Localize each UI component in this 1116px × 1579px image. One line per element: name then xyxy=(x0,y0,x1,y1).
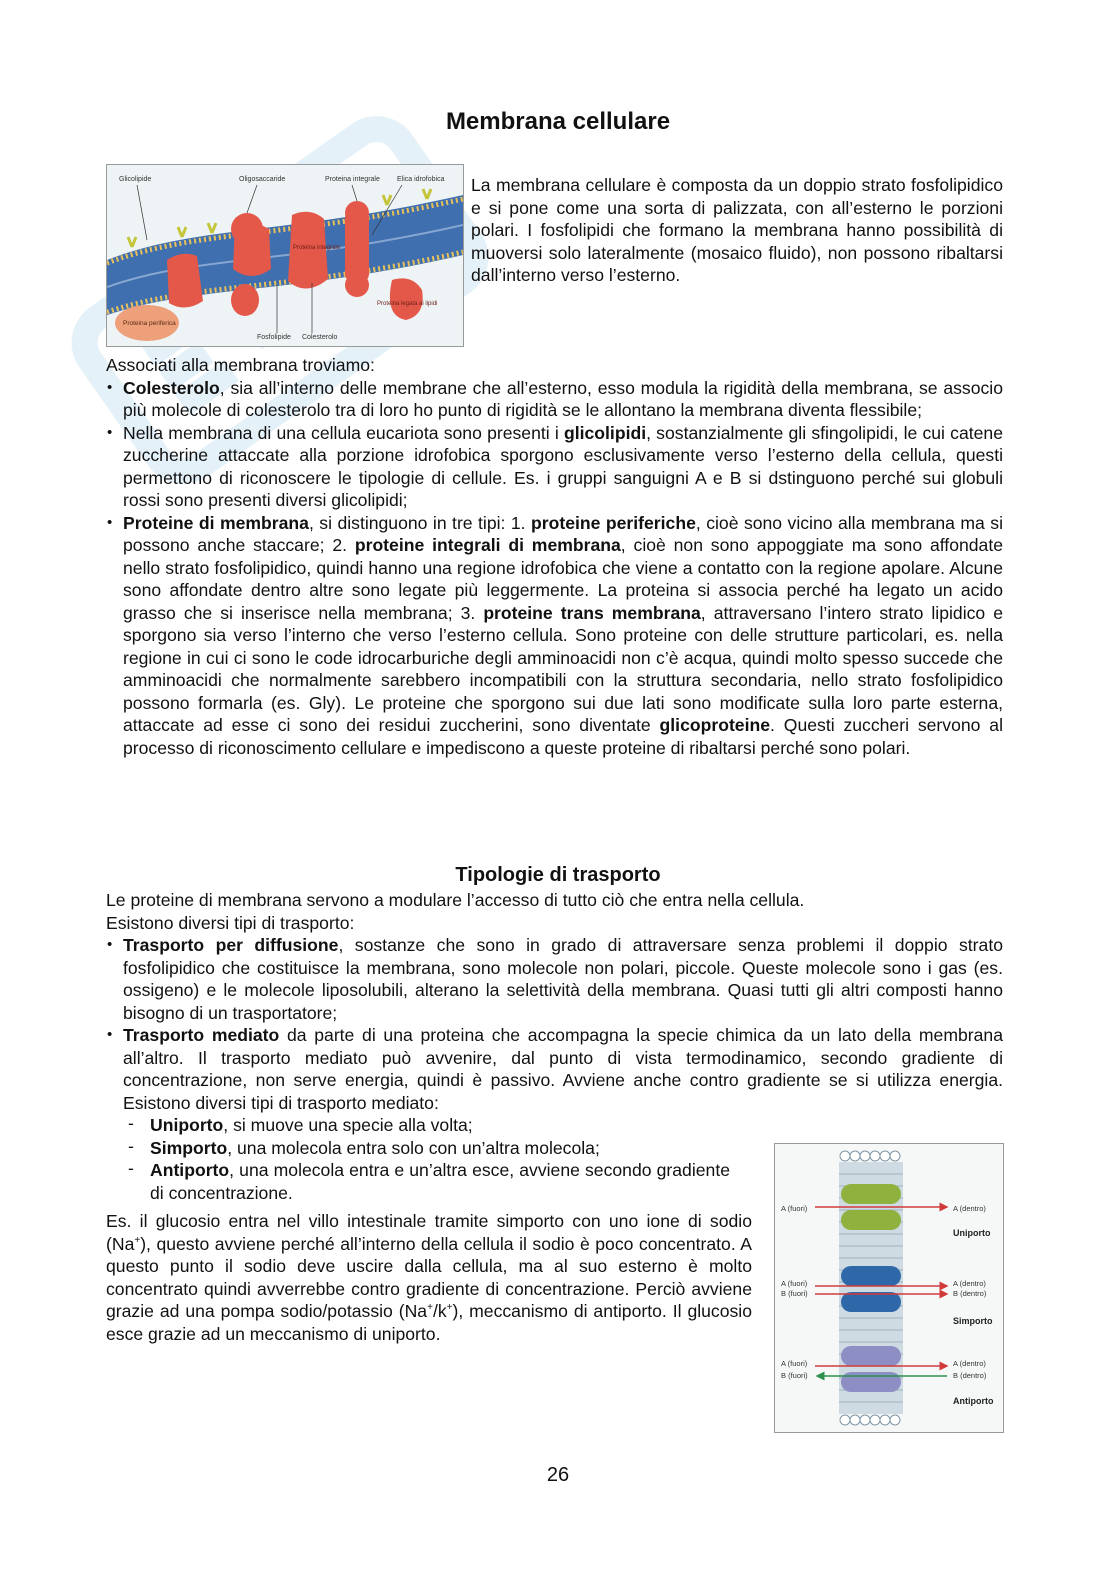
label-a-dentro-uni: A (dentro) xyxy=(953,1204,986,1213)
section-lead: Associati alla membrana troviamo: xyxy=(106,355,375,375)
label-oligosaccaride: Oligosaccaride xyxy=(239,176,286,183)
intro-paragraph: La membrana cellulare è composta da un doppio strato fosfolipidico e si pone come una sorta di palizzata, con all’esterno le porzioni polari. I fosfolipidi che formano la membrana hanno possibilità di muoversi solo lateralmente (mosaico fluido), non possono ribaltarsi dall’interno verso l’esterno. xyxy=(471,175,1003,285)
label-a-dentro-sim: A (dentro) xyxy=(953,1279,986,1288)
list-item-colesterolo: • Colesterolo, sia all’interno delle membrane che all’esterno, esso modula la rigidità della membrana, se associo più molecole di colesterolo tra di loro ho punto di rigidità se le allontano la membrana diventa flessibile; xyxy=(106,377,1003,422)
transport-figure xyxy=(774,1143,1004,1433)
label-a-fuori-anti: A (fuori) xyxy=(781,1359,808,1368)
page-number: 26 xyxy=(546,1464,570,1486)
bullet-list-trasporto xyxy=(106,934,1003,1114)
trasporto-intro: Le proteine di membrana servono a modulare l’accesso di tutto ciò che entra nella cellula. xyxy=(106,890,805,910)
label-proteina-integrale: Proteina integrale xyxy=(325,176,380,183)
label-proteina-periferica: Proteina periferica xyxy=(123,320,176,327)
list-item-diffusione: • Trasporto per diffusione, sostanze che sono in grado di attraversare senza problemi il doppio strato fosfolipidico che costituisce la membrana, sono molecole non polari, piccole. Queste molecole sono i gas (es. ossigeno) e le molecole liposolubili, alterano la selettività della membrana. Quasi tutti gli altri composti hanno bisogno di un trasportatore; xyxy=(106,934,1003,1024)
label-uniporto: Uniporto xyxy=(953,1228,991,1238)
label-a-dentro-anti: A (dentro) xyxy=(953,1359,986,1368)
bullet-list-associati xyxy=(106,377,1003,760)
label-proteina-legata-lipidi: Proteina legata ai lipidi xyxy=(377,301,438,307)
label-simporto: Simporto xyxy=(953,1316,993,1326)
list-item-antiporto: - Antiporto, una molecola entra e un’altra esce, avviene secondo gradiente di concentrazione. xyxy=(150,1159,730,1204)
label-antiporto: Antiporto xyxy=(953,1396,994,1406)
page-title: Membrana cellulare xyxy=(445,108,671,135)
label-glicolipide: Glicolipide xyxy=(119,176,152,183)
label-b-fuori-anti: B (fuori) xyxy=(781,1371,808,1380)
trasporto-tipi: Esistono diversi tipi di trasporto: xyxy=(106,912,355,933)
list-item-glicolipidi: • Nella membrana di una cellula eucariota sono presenti i glicolipidi, sostanzialmente gli sfingolipidi, le cui catene zuccherine attaccate alla porzione idrofobica sporgono esclusivamente verso l’esterno della cellula, questi permettono di riconoscere le tipologie di cellule. Es. i gruppi sanguigni A e B si dstinguono perché sui globuli rossi sono presenti diversi glicolipidi; xyxy=(106,422,1003,512)
list-item-proteine-membrana: • Proteine di membrana, si distinguono in tre tipi: 1. proteine periferiche, cioè sono vicino alla membrana ma si possono anche staccare; 2. proteine integrali di membrana, cioè non sono appoggiate ma sono affondate nello strato fosfolipidico, quindi hanno una regione idrofobica che viene a contatto con la regione apolare. Alcune sono affondate dentro altre sono legate più leggermente. La proteina si associa perché ha legato un acido grasso che si inserisce nella membrana; 3. proteine trans membrana, attraversano l’intero strato lipidico e sporgono sia verso l’interno che verso l’esterno cellula. Sono proteine con delle strutture particolari, es. nella regione in cui ci sono le code idrocarburiche degli amminoacidi non c’è acqua, quindi molto spesso succede che amminoacidi che normalmente sarebbero incompatibili con la struttura secondaria, nello strato fosfolipidico possono formarla (es. Gly). Le proteine che sporgono sui due lati sono modificate sulla loro parte esterna, attaccate ad esse ci sono dei residui zuccherini, sono diventate glicoproteine. Questi zuccheri servono al processo di riconoscimento cellulare e impediscono a queste proteine di ribaltarsi perché sono polari. xyxy=(106,512,1003,760)
section-title-trasporto: Tipologie di trasporto xyxy=(455,864,661,886)
membrane-figure xyxy=(106,164,464,347)
label-fosfolipide: Fosfolipide xyxy=(257,334,291,341)
label-b-fuori-sim: B (fuori) xyxy=(781,1289,808,1298)
label-b-dentro-anti: B (dentro) xyxy=(953,1371,987,1380)
section-associati xyxy=(106,354,1003,759)
label-elica-idrofobica: Elica idrofobica xyxy=(397,176,445,183)
list-item-mediato: • Trasporto mediato da parte di una proteina che accompagna la specie chimica da un lato della membrana all’altro. Il trasporto mediato può avvenire, dal punto di vista termodinamico, secondo gradiente di concentrazione, non serve energia, quindi è passivo. Avviene anche contro gradiente se si utilizza energia. Esistono diversi tipi di trasporto mediato: xyxy=(106,1024,1003,1114)
label-proteina-integrale-inner: Proteina integrale xyxy=(293,245,341,251)
list-item-simporto: - Simporto, una molecola entra solo con un’altra molecola; xyxy=(150,1137,750,1160)
label-b-dentro-sim: B (dentro) xyxy=(953,1289,987,1298)
label-colesterolo: Colesterolo xyxy=(302,334,338,341)
list-item-uniporto: - Uniporto, si muove una specie alla volta; xyxy=(150,1114,750,1137)
example-paragraph: Es. il glucosio entra nel villo intestinale tramite simporto con uno ione di sodio (Na+), questo avviene perché all’interno della cellula il sodio è poco concentrato. A questo punto il sodio deve uscire dalla cellula, ma al suo esterno è molto concentrato quindi avverrebbe contro gradiente di concentrazione. Perciò avviene grazie ad una pompa sodio/potassio (Na+/k+), meccanismo di antiporto. Il glucosio esce grazie ad un meccanismo di uniporto. xyxy=(106,1211,752,1344)
label-a-fuori-uni: A (fuori) xyxy=(781,1204,808,1213)
label-a-fuori-sim: A (fuori) xyxy=(781,1279,808,1288)
